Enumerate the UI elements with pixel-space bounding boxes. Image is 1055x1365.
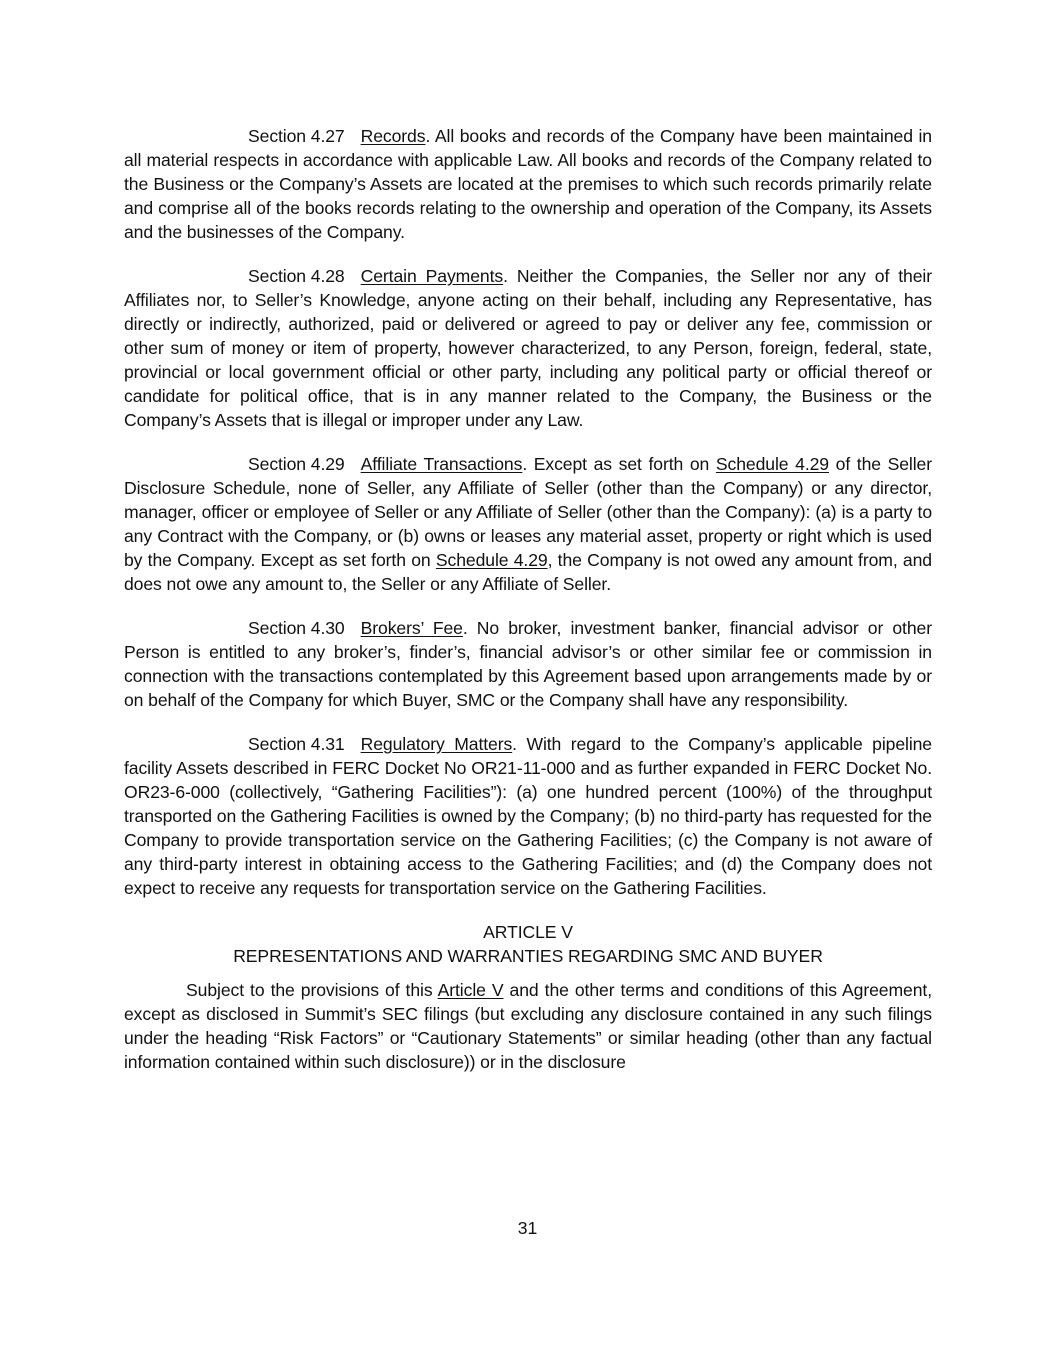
page-number: 31 [517,1218,538,1238]
article-title: REPRESENTATIONS AND WARRANTIES REGARDING SMC AND BUYER [233,946,823,966]
article-reference: Article V [437,980,504,1000]
section-text: , the Company is not owed any amount from, and does not owe any amount to, the Seller or any Affiliate of Seller. [124,550,932,594]
section-text: . No broker, investment banker, financial advisor or other Person is entitled to any broker’s, finder’s, financial advisor’s or other similar fee or commission in connection with the transactions contemplated by this Agreement based upon arrangements made by or on behalf of the Company for which Buyer, SMC or the Company shall have any responsibility. [124,618,932,710]
section-4-27 [124,124,932,244]
article-label: ARTICLE V [483,922,573,942]
section-4-28 [124,264,932,432]
section-title: Records [360,126,426,146]
paragraph-text: Subject to the provisions of this [186,980,438,1000]
section-text: . All books and records of the Company have been maintained in all material respects in accordance with applicable Law. All books and records of the Company related to the Business or the Company’s Assets are located at the premises to which such records primarily relate and comprise all of the books records relating to the ownership and operation of the Company, its Assets and the businesses of the Company. [124,126,932,242]
section-number: Section 4.30 [248,618,345,638]
section-title: Certain Payments [360,266,504,286]
section-number: Section 4.29 [248,454,345,474]
section-4-29 [124,452,932,596]
section-title: Brokers’ Fee [360,618,463,638]
section-number: Section 4.27 [248,126,345,146]
article-heading [124,920,932,968]
document-body [124,124,932,1094]
section-number: Section 4.31 [248,734,345,754]
schedule-reference: Schedule 4.29 [715,454,829,474]
section-4-30 [124,616,932,712]
section-text: . Neither the Companies, the Seller nor any of their Affiliates nor, to Seller’s Knowledge, anyone acting on their behalf, including any Representative, has directly or indirectly, authorized, paid or delivered or agreed to pay or deliver any fee, commission or other sum of money or item of property, however characterized, to any Person, foreign, federal, state, provincial or local government official or other party, including any political party or official thereof or candidate for political office, that is in any manner related to the Company, the Business or the Company’s Assets that is illegal or improper under any Law. [124,266,932,430]
paragraph-text: and the other terms and conditions of this Agreement, except as disclosed in Summit’s SEC filings (but excluding any disclosure contained in any such filings under the heading “Risk Factors” or “Cautionary Statements” or similar heading (other than any factual information contained within such disclosure)) or in the disclosure [124,980,932,1072]
section-text: . With regard to the Company’s applicable pipeline facility Assets described in FERC Docket No OR21-11-000 and as further expanded in FERC Docket No. OR23-6-000 (collectively, “Gathering Facilities”): (a) one hundred percent (100%) of the throughput transported on the Gathering Facilities is owned by the Company; (b) no third-party has requested for the Company to provide transportation service on the Gathering Facilities; (c) the Company is not aware of any third-party interest in obtaining access to the Gathering Facilities; and (d) the Company does not expect to receive any requests for transportation service on the Gathering Facilities. [124,734,932,898]
section-title: Affiliate Transactions [360,454,523,474]
section-title: Regulatory Matters [360,734,513,754]
schedule-reference: Schedule 4.29 [435,550,548,570]
section-text: . Except as set forth on [522,454,716,474]
section-number: Section 4.28 [248,266,345,286]
section-4-31 [124,732,932,900]
article-v-intro-paragraph [124,978,932,1074]
section-text: of the Seller Disclosure Schedule, none of Seller, any Affiliate of Seller (other than the Company) or any director, manager, officer or employee of Seller or any Affiliate of Seller (other than the Company): (a) is a party to any Contract with the Company, or (b) owns or leases any material asset, property or right which is used by the Company. Except as set forth on [124,454,932,570]
